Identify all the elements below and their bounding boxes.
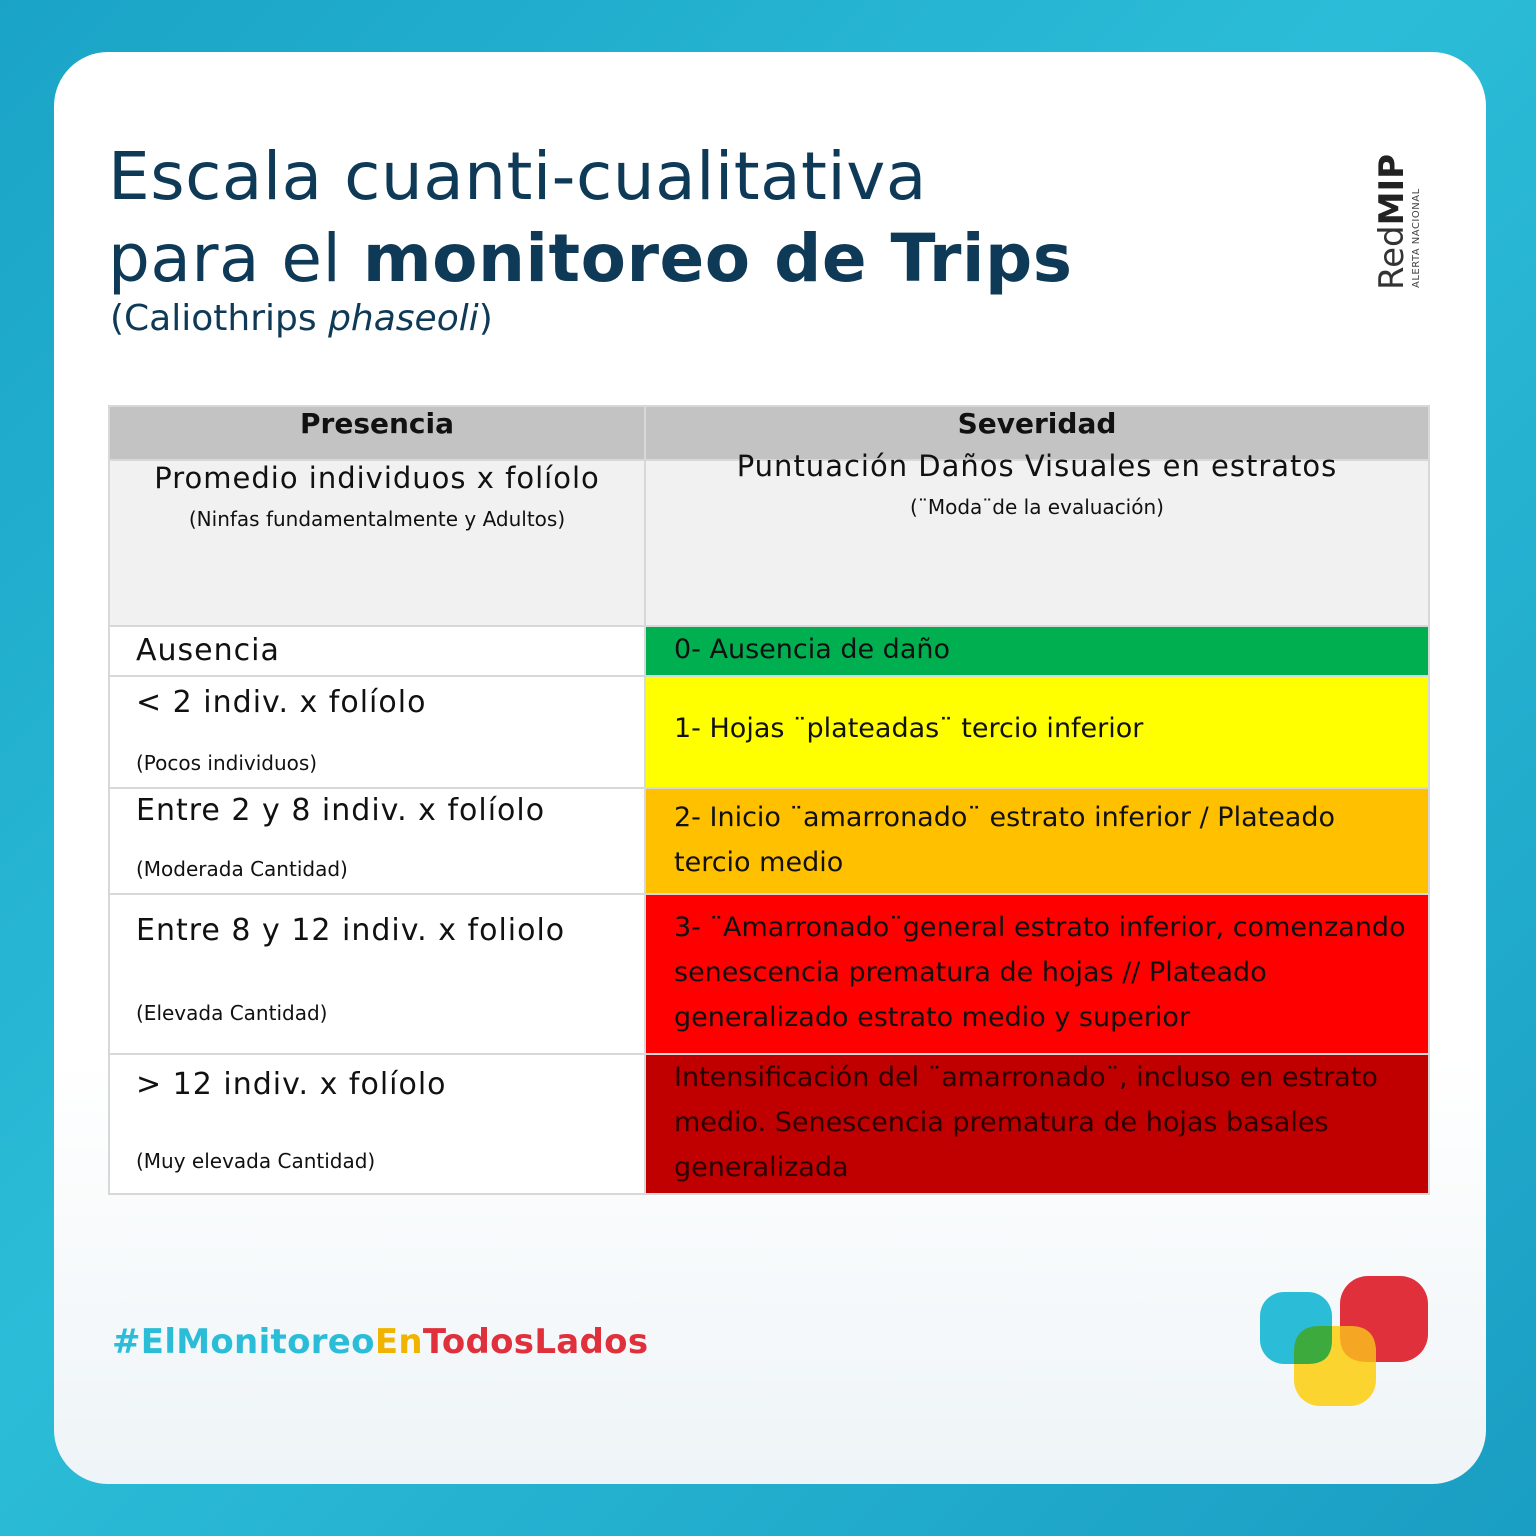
subheader-presencia-main: Promedio individuos x folíolo [154, 461, 600, 495]
subtitle-italic: phaseoli [328, 298, 479, 339]
presence-level: Entre 2 y 8 indiv. x folíolo [136, 793, 546, 828]
subheader-row [109, 460, 1429, 626]
subheader-presencia-note: (Ninfas fundamentalmente y Adultos) [188, 507, 566, 531]
presence-cell [109, 1054, 645, 1194]
table-row [109, 1054, 1429, 1194]
table-row [109, 676, 1429, 788]
presence-level: < 2 indiv. x folíolo [136, 685, 427, 720]
hashtag-part: En [374, 1322, 423, 1362]
presence-cell [109, 626, 645, 676]
severity-cell [645, 1054, 1429, 1194]
title-line-2-prefix: para el [108, 220, 363, 297]
logo-wordmark [1372, 140, 1412, 290]
redmip-logo [1372, 140, 1428, 290]
table-row [109, 788, 1429, 894]
severity-text: 0- Ausencia de daño [674, 634, 950, 665]
severity-cell [645, 626, 1429, 676]
page-title [108, 136, 1073, 300]
hashtag-part: #ElMonitoreo [112, 1322, 375, 1362]
subheader-severidad-main: Puntuación Daños Visuales en estratos [736, 449, 1338, 483]
logo-tagline: ALERTA NACIONAL [1411, 188, 1422, 288]
presence-note: (Moderada Cantidad) [136, 857, 348, 881]
species-subtitle [110, 298, 493, 339]
title-line-2-bold: monitoreo de Trips [362, 220, 1073, 297]
presence-level: Ausencia [136, 633, 280, 668]
severity-text: 3- ¨Amarronado¨general estrato inferior, comenzando senescencia prematura de hojas // Plateado generalizado estrato medio y superior [674, 912, 1406, 1033]
header-severidad: Severidad [645, 406, 1429, 460]
logo-light: Red [1372, 225, 1412, 290]
presence-note: (Elevada Cantidad) [136, 1001, 328, 1025]
table-row [109, 894, 1429, 1054]
severity-cell [645, 894, 1429, 1054]
presence-note: (Pocos individuos) [136, 751, 318, 775]
subheader-severidad [645, 449, 1429, 626]
campaign-hashtag [112, 1322, 648, 1362]
scale-table [108, 405, 1430, 1195]
subtitle-close: ) [478, 298, 493, 339]
brand-blobs-icon [1258, 1274, 1430, 1414]
header-presencia: Presencia [109, 406, 645, 460]
severity-text: 1- Hojas ¨plateadas¨ tercio inferior [674, 712, 1144, 744]
subheader-severidad-note: (¨Moda¨de la evaluación) [910, 495, 1164, 519]
severity-text: 2- Inicio ¨amarronado¨ estrato inferior / Plateado tercio medio [674, 802, 1336, 878]
subheader-presencia [109, 460, 645, 626]
presence-cell [109, 788, 645, 894]
hashtag-part: TodosLados [422, 1322, 649, 1362]
severity-text: Intensificación del ¨amarronado¨, incluso en estrato medio. Senescencia prematura de hojas basales generalizada [674, 1062, 1378, 1183]
logo-bold: MIP [1372, 153, 1412, 226]
table-row [109, 626, 1429, 676]
presence-level: Entre 8 y 12 indiv. x foliolo [136, 913, 566, 948]
presence-cell [109, 894, 645, 1054]
presence-cell [109, 676, 645, 788]
presence-level: > 12 indiv. x folíolo [136, 1067, 447, 1102]
severity-cell [645, 676, 1429, 788]
subtitle-open: (Caliothrips [110, 298, 329, 339]
title-line-1: Escala cuanti-cualitativa [108, 138, 927, 215]
severity-cell [645, 788, 1429, 894]
presence-note: (Muy elevada Cantidad) [136, 1149, 376, 1173]
